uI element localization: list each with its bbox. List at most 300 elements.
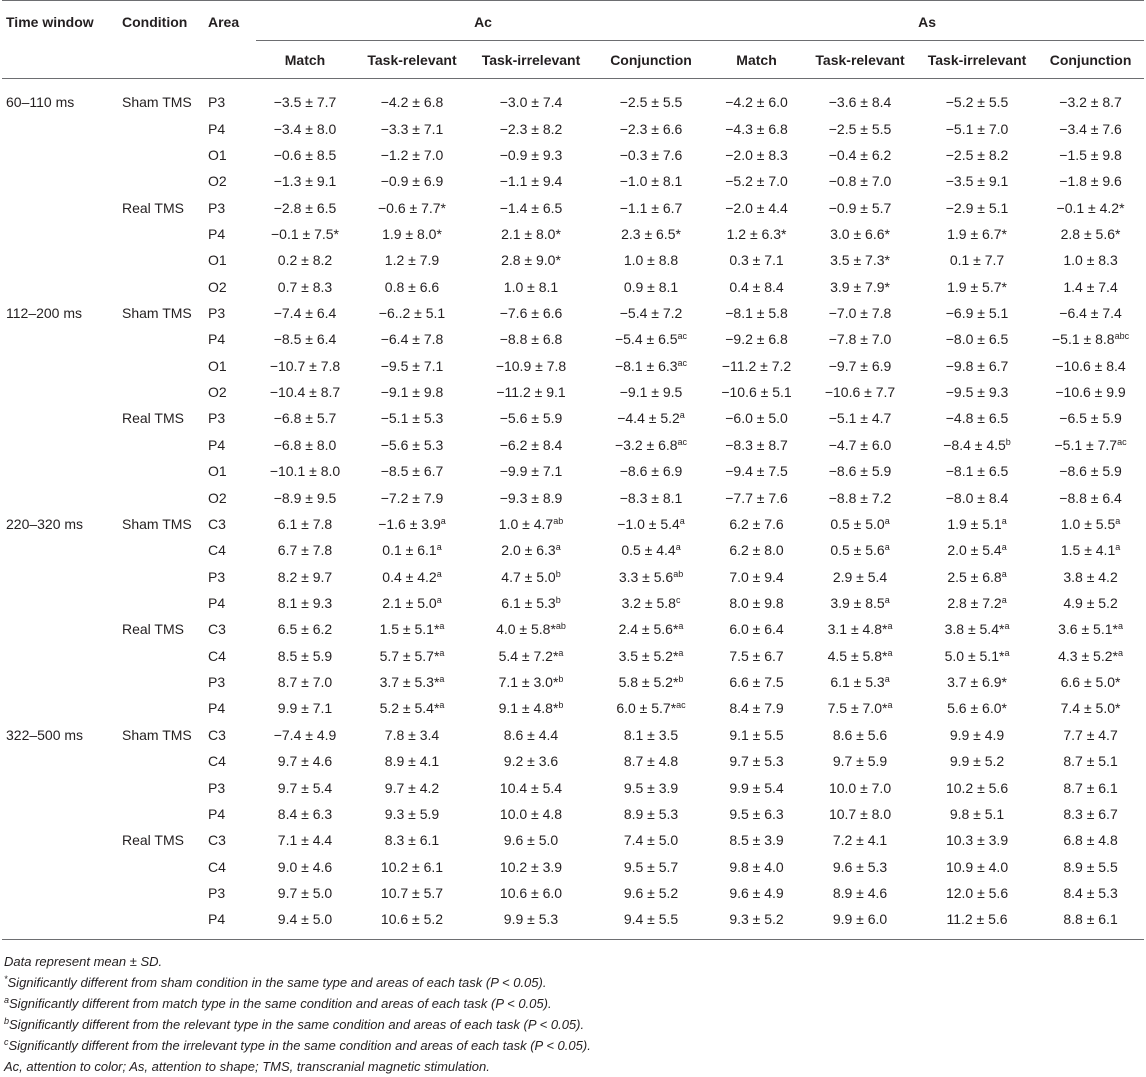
cell-value: [256, 748, 354, 774]
significance-mark: a: [887, 647, 893, 658]
cell-value: [256, 274, 354, 300]
significance-mark: a: [1115, 515, 1121, 526]
cell-value-text: 6.1 ± 7.8: [277, 515, 333, 532]
significance-mark: a: [439, 621, 445, 632]
cell-value: [1037, 194, 1144, 220]
cell-value-text: −8.5 ± 6.4: [273, 331, 337, 348]
cell-value-text: −1.8 ± 9.6: [1059, 173, 1122, 190]
cell-area: P4: [208, 700, 226, 717]
cell-value: [917, 695, 1037, 721]
cell-value: [256, 590, 354, 616]
cell-value-text: −5.1 ± 8.8: [1052, 331, 1115, 348]
cell-value: [592, 774, 710, 800]
cell-value: [354, 827, 470, 853]
cell-value-text: −10.1 ± 8.0: [269, 463, 341, 480]
cell-value: [803, 801, 917, 827]
cell-value: [710, 274, 803, 300]
cell-value: [470, 853, 592, 879]
cell-value-text: 7.1 ± 4.4: [277, 832, 333, 849]
cell-value: [1037, 722, 1144, 748]
cell-value: [592, 537, 710, 563]
table-row: [2, 801, 1144, 827]
cell-value: [710, 353, 803, 379]
cell-value: [256, 300, 354, 326]
cell-value-text: −3.5 ± 7.7: [273, 94, 337, 111]
cell-condition: [118, 458, 204, 484]
header-col-ac-conjunction: Conjunction: [592, 41, 710, 79]
cell-value: [803, 748, 917, 774]
cell-value-text: −7.6 ± 6.6: [499, 305, 563, 322]
cell-value: [470, 326, 592, 352]
cell-value-text: −11.2 ± 9.1: [496, 384, 566, 401]
significance-mark: a: [436, 542, 442, 553]
cell-value-text: 10.9 ± 4.0: [945, 858, 1009, 875]
cell-value: [470, 221, 592, 247]
cell-value: [470, 168, 592, 194]
table-row: [2, 643, 1144, 669]
cell-value-text: 6.6 ± 7.5: [729, 674, 784, 691]
cell-value: [354, 353, 470, 379]
cell-condition: [118, 142, 204, 168]
cell-value-text: 3.5 ± 5.2*: [618, 647, 679, 664]
cell-time-window: 112–200 ms: [6, 305, 83, 322]
cell-value-text: −3.2 ± 8.7: [1059, 94, 1122, 111]
cell-value: [803, 194, 917, 220]
cell-value-text: 9.5 ± 5.7: [623, 858, 679, 875]
header-group-as: As: [710, 1, 1144, 41]
cell-value: [256, 695, 354, 721]
cell-value: [354, 590, 470, 616]
cell-area: C4: [208, 858, 226, 875]
cell-value: [710, 142, 803, 168]
cell-value: [1037, 801, 1144, 827]
cell-area: O2: [208, 173, 227, 190]
cell-area: C3: [208, 515, 226, 532]
table-row: [2, 247, 1144, 273]
cell-time-window: [2, 326, 118, 352]
cell-value-text: 11.2 ± 5.6: [946, 911, 1008, 928]
cell-value-text: 1.2 ± 7.9: [384, 252, 440, 269]
significance-mark: a: [440, 515, 446, 526]
cell-value-text: −9.5 ± 9.3: [945, 384, 1009, 401]
cell-value-text: 0.9 ± 8.1: [623, 278, 679, 295]
header-col-as-match: Match: [710, 41, 803, 79]
cell-value-text: 3.5 ± 7.3*: [830, 252, 890, 269]
cell-value: [592, 432, 710, 458]
cell-value-text: −10.9 ± 7.8: [495, 357, 567, 374]
cell-value-text: −0.1 ± 7.5*: [270, 225, 339, 242]
cell-time-window: [2, 142, 118, 168]
cell-value-text: 6.7 ± 7.8: [277, 542, 333, 559]
cell-condition: [118, 115, 204, 141]
cell-value: [917, 115, 1037, 141]
cell-value: [710, 194, 803, 220]
cell-value: [592, 669, 710, 695]
cell-value-text: 2.5 ± 6.8: [947, 568, 1002, 585]
cell-value: [470, 194, 592, 220]
cell-condition: [118, 326, 204, 352]
cell-area: P4: [208, 120, 226, 137]
cell-value-text: −7.8 ± 7.0: [828, 331, 892, 348]
cell-value-text: 9.7 ± 5.3: [729, 753, 784, 770]
cell-area: P3: [208, 410, 226, 427]
cell-value-text: −1.3 ± 9.1: [273, 173, 337, 190]
cell-value-text: −0.1 ± 4.2*: [1056, 199, 1125, 216]
cell-value: [256, 722, 354, 748]
table-row: [2, 458, 1144, 484]
cell-value-text: −4.2 ± 6.0: [725, 94, 788, 111]
cell-value-text: 10.3 ± 3.9: [945, 832, 1009, 849]
significance-mark: a: [679, 410, 685, 421]
cell-value: [917, 880, 1037, 906]
cell-value: [470, 880, 592, 906]
cell-value-text: −0.8 ± 7.0: [828, 173, 892, 190]
cell-value: [354, 853, 470, 879]
cell-value-text: 8.6 ± 4.4: [503, 726, 559, 743]
cell-value-text: −3.5 ± 9.1: [945, 173, 1009, 190]
cell-time-window: 60–110 ms: [6, 94, 75, 111]
cell-value: [1037, 89, 1144, 115]
cell-value: [917, 405, 1037, 431]
cell-value: [803, 221, 917, 247]
cell-value: [470, 827, 592, 853]
cell-value: [803, 853, 917, 879]
significance-mark: b: [678, 674, 684, 685]
cell-value: [256, 906, 354, 932]
cell-condition: [118, 563, 204, 589]
table-row: [2, 432, 1144, 458]
cell-value: [803, 353, 917, 379]
cell-value-text: −10.6 ± 8.4: [1055, 357, 1126, 374]
cell-condition: [118, 353, 204, 379]
spacer-row: [2, 79, 1144, 90]
table-row: [2, 537, 1144, 563]
cell-area: C4: [208, 542, 226, 559]
cell-value: [1037, 537, 1144, 563]
cell-value-text: −5.6 ± 5.9: [499, 410, 563, 427]
cell-value: [1037, 142, 1144, 168]
cell-value: [592, 853, 710, 879]
cell-value-text: 3.9 ± 8.5: [830, 595, 885, 611]
cell-value: [917, 643, 1037, 669]
cell-area: O2: [208, 278, 227, 295]
cell-value: [1037, 511, 1144, 537]
table-row: [2, 748, 1144, 774]
cell-value: [470, 669, 592, 695]
cell-value-text: 9.6 ± 5.2: [623, 884, 679, 901]
cell-value-text: −7.2 ± 7.9: [380, 489, 444, 506]
cell-value-text: −11.2 ± 7.2: [721, 357, 792, 374]
header-col-as-irrelevant: Task-irrelevant: [917, 41, 1037, 79]
cell-value-text: −1.1 ± 9.4: [499, 173, 563, 190]
cell-value-text: −2.5 ± 5.5: [828, 120, 892, 137]
cell-value: [354, 616, 470, 642]
cell-value-text: −6.5 ± 5.9: [1059, 410, 1122, 427]
cell-value-text: 9.6 ± 5.0: [503, 832, 559, 849]
cell-value: [1037, 326, 1144, 352]
cell-value-text: 6.0 ± 6.4: [729, 621, 784, 638]
significance-mark: a: [1001, 515, 1007, 526]
cell-value: [592, 379, 710, 405]
cell-value: [710, 563, 803, 589]
cell-value: [592, 748, 710, 774]
cell-value-text: −2.9 ± 5.1: [945, 199, 1009, 216]
cell-condition: [118, 484, 204, 510]
cell-value: [710, 432, 803, 458]
table-row: [2, 880, 1144, 906]
cell-value: [1037, 300, 1144, 326]
cell-value-text: −10.6 ± 9.9: [1055, 384, 1126, 401]
cell-area: P4: [208, 331, 226, 348]
cell-value: [917, 853, 1037, 879]
cell-value: [592, 221, 710, 247]
cell-value: [256, 801, 354, 827]
header-col-as-conjunction: Conjunction: [1037, 41, 1144, 79]
cell-condition: Real TMS: [122, 621, 184, 638]
cell-value: [470, 906, 592, 932]
cell-value-text: 5.6 ± 6.0*: [947, 700, 1007, 717]
cell-area: O1: [208, 357, 227, 374]
cell-condition: Real TMS: [122, 410, 184, 427]
cell-value: [470, 300, 592, 326]
cell-value: [354, 695, 470, 721]
significance-mark: a: [1117, 621, 1123, 632]
cell-value-text: 0.2 ± 8.2: [277, 252, 333, 269]
cell-value-text: 6.0 ± 5.7*: [616, 700, 677, 717]
cell-value: [803, 405, 917, 431]
cell-value-text: 10.2 ± 6.1: [380, 858, 444, 875]
cell-value-text: 0.1 ± 7.7: [949, 252, 1005, 269]
cell-value: [354, 221, 470, 247]
cell-condition: [118, 247, 204, 273]
cell-value-text: −6.8 ± 8.0: [273, 436, 337, 453]
header-row-groups: [2, 1, 1144, 41]
cell-value: [256, 880, 354, 906]
cell-value-text: 10.0 ± 7.0: [828, 779, 892, 796]
footnote-mark: c: [4, 1037, 9, 1047]
cell-value: [470, 458, 592, 484]
cell-value-text: 9.7 ± 5.0: [277, 884, 333, 901]
cell-value-text: 8.3 ± 6.1: [384, 832, 440, 849]
cell-value: [256, 458, 354, 484]
cell-value-text: 8.0 ± 9.8: [729, 595, 784, 611]
significance-mark: ab: [555, 621, 566, 632]
cell-value-text: −6..2 ± 5.1: [378, 305, 446, 322]
significance-mark: a: [887, 621, 893, 632]
table-row: [2, 827, 1144, 853]
cell-value: [470, 801, 592, 827]
cell-value: [917, 379, 1037, 405]
cell-value-text: 10.6 ± 5.2: [380, 911, 444, 928]
cell-condition: [118, 853, 204, 879]
cell-value-text: −7.4 ± 6.4: [273, 305, 337, 322]
cell-value-text: −2.5 ± 5.5: [619, 94, 683, 111]
cell-value-text: 2.8 ± 9.0*: [501, 252, 561, 269]
significance-mark: ac: [677, 357, 688, 368]
significance-mark: a: [1001, 542, 1007, 553]
cell-time-window: [2, 274, 118, 300]
cell-value-text: −9.2 ± 6.8: [725, 331, 788, 348]
cell-value: [256, 405, 354, 431]
significance-mark: ab: [553, 515, 564, 526]
cell-value-text: 7.0 ± 9.4: [729, 568, 784, 585]
significance-mark: a: [884, 595, 890, 605]
cell-value: [803, 722, 917, 748]
cell-value-text: 1.2 ± 6.3*: [726, 225, 787, 242]
cell-value-text: −3.0 ± 7.4: [499, 94, 563, 111]
cell-value-text: −5.2 ± 7.0: [725, 173, 788, 190]
cell-value-text: 7.5 ± 6.7: [729, 647, 784, 664]
cell-value: [354, 247, 470, 273]
cell-value-text: 2.8 ± 5.6*: [1060, 225, 1121, 242]
cell-value: [1037, 748, 1144, 774]
cell-value: [1037, 168, 1144, 194]
cell-value: [470, 643, 592, 669]
cell-time-window: [2, 906, 118, 932]
cell-value: [710, 616, 803, 642]
cell-value: [1037, 695, 1144, 721]
cell-area: O1: [208, 463, 227, 480]
footnote-mark: a: [4, 995, 10, 1005]
table-row: [2, 695, 1144, 721]
cell-value: [710, 221, 803, 247]
cell-value: [354, 722, 470, 748]
cell-value-text: 2.0 ± 5.4: [947, 542, 1002, 559]
cell-value-text: 9.8 ± 5.1: [949, 805, 1005, 822]
cell-value: [354, 484, 470, 510]
cell-value-text: 1.0 ± 5.5: [1060, 515, 1116, 532]
cell-value-text: −0.9 ± 6.9: [380, 173, 444, 190]
header-group-ac: Ac: [256, 1, 710, 41]
cell-value: [917, 274, 1037, 300]
significance-mark: a: [555, 542, 561, 553]
cell-value: [592, 194, 710, 220]
cell-time-window: [2, 353, 118, 379]
cell-value-text: 0.5 ± 5.0: [830, 515, 885, 532]
cell-value-text: 9.9 ± 5.3: [503, 911, 559, 928]
cell-value: [354, 748, 470, 774]
cell-area: P4: [208, 911, 226, 928]
cell-value-text: 8.8 ± 6.1: [1063, 911, 1118, 928]
cell-value-text: 8.9 ± 4.6: [832, 884, 888, 901]
cell-time-window: [2, 379, 118, 405]
cell-value-text: −8.0 ± 6.5: [945, 331, 1009, 348]
cell-value: [803, 669, 917, 695]
significance-mark: a: [678, 647, 684, 658]
cell-value-text: −9.1 ± 9.8: [380, 384, 444, 401]
cell-value: [256, 194, 354, 220]
cell-value-text: −0.6 ± 7.7*: [377, 199, 446, 216]
cell-value-text: 4.7 ± 5.0: [501, 568, 556, 585]
significance-mark: c: [675, 595, 681, 605]
cell-value-text: 2.4 ± 5.6*: [618, 621, 679, 638]
cell-value-text: −8.5 ± 6.7: [380, 463, 444, 480]
cell-value: [256, 616, 354, 642]
cell-condition: [118, 695, 204, 721]
cell-value-text: 1.0 ± 8.3: [1063, 252, 1118, 269]
cell-value-text: −1.0 ± 8.1: [619, 173, 683, 190]
cell-value: [917, 221, 1037, 247]
cell-value: [710, 722, 803, 748]
cell-value-text: 9.2 ± 3.6: [503, 753, 559, 770]
cell-area: P3: [208, 779, 226, 796]
cell-value-text: 2.9 ± 5.4: [832, 568, 888, 585]
cell-value-text: −1.2 ± 7.0: [380, 146, 444, 163]
cell-value-text: 9.5 ± 6.3: [729, 805, 784, 822]
cell-value: [470, 695, 592, 721]
cell-value: [710, 880, 803, 906]
cell-time-window: 322–500 ms: [6, 726, 84, 743]
cell-value: [592, 906, 710, 932]
cell-value-text: 9.3 ± 5.9: [384, 805, 440, 822]
significance-mark: ab: [673, 568, 684, 579]
cell-value: [592, 353, 710, 379]
table-row: [2, 379, 1144, 405]
cell-time-window: [2, 537, 118, 563]
cell-value-text: −6.8 ± 5.7: [273, 410, 337, 427]
header-col-ac-irrelevant: Task-irrelevant: [470, 41, 592, 79]
cell-value-text: −2.5 ± 8.2: [945, 146, 1009, 163]
cell-value: [470, 748, 592, 774]
cell-value: [354, 300, 470, 326]
cell-value: [470, 774, 592, 800]
table-row: [2, 616, 1144, 642]
table-row: [2, 274, 1144, 300]
cell-value-text: 8.9 ± 4.1: [384, 753, 440, 770]
cell-value: [354, 880, 470, 906]
cell-value-text: −0.9 ± 9.3: [499, 146, 563, 163]
cell-value: [592, 458, 710, 484]
cell-value: [470, 537, 592, 563]
cell-value-text: −8.9 ± 9.5: [273, 489, 337, 506]
cell-value-text: −2.0 ± 4.4: [725, 199, 788, 216]
cell-value: [470, 722, 592, 748]
cell-value-text: 6.6 ± 5.0*: [1060, 674, 1121, 691]
cell-value: [1037, 115, 1144, 141]
cell-value: [803, 906, 917, 932]
table-row: [2, 142, 1144, 168]
cell-value-text: −3.4 ± 8.0: [273, 120, 337, 137]
cell-value-text: −7.4 ± 4.9: [273, 726, 337, 743]
cell-value: [803, 274, 917, 300]
cell-value-text: 1.9 ± 6.7*: [947, 225, 1007, 242]
cell-value-text: 3.3 ± 5.6: [618, 568, 674, 585]
significance-mark: a: [558, 647, 564, 658]
significance-mark: b: [558, 674, 564, 685]
cell-time-window: [2, 853, 118, 879]
footnote-mark: b: [4, 1016, 10, 1026]
cell-value: [917, 300, 1037, 326]
cell-value-text: −4.3 ± 6.8: [725, 120, 788, 137]
cell-value: [470, 142, 592, 168]
cell-value-text: −8.4 ± 4.5: [943, 436, 1006, 453]
cell-time-window: [2, 616, 118, 642]
cell-value: [803, 563, 917, 589]
cell-value-text: −1.0 ± 5.4: [617, 515, 680, 532]
cell-value-text: −5.4 ± 7.2: [619, 305, 683, 322]
cell-value-text: 3.6 ± 5.1*: [1058, 621, 1118, 638]
cell-value-text: 1.5 ± 5.1*: [379, 621, 440, 638]
cell-value-text: −8.8 ± 7.2: [828, 489, 892, 506]
significance-mark: a: [675, 542, 681, 553]
cell-condition: Sham TMS: [122, 515, 192, 532]
cell-value-text: 3.7 ± 5.3*: [379, 674, 440, 691]
cell-value-text: 3.2 ± 5.8: [621, 595, 676, 611]
cell-value: [1037, 669, 1144, 695]
cell-value-text: −5.1 ± 7.7: [1054, 436, 1118, 453]
cell-value: [710, 590, 803, 616]
cell-value-text: −3.6 ± 8.4: [828, 94, 892, 111]
